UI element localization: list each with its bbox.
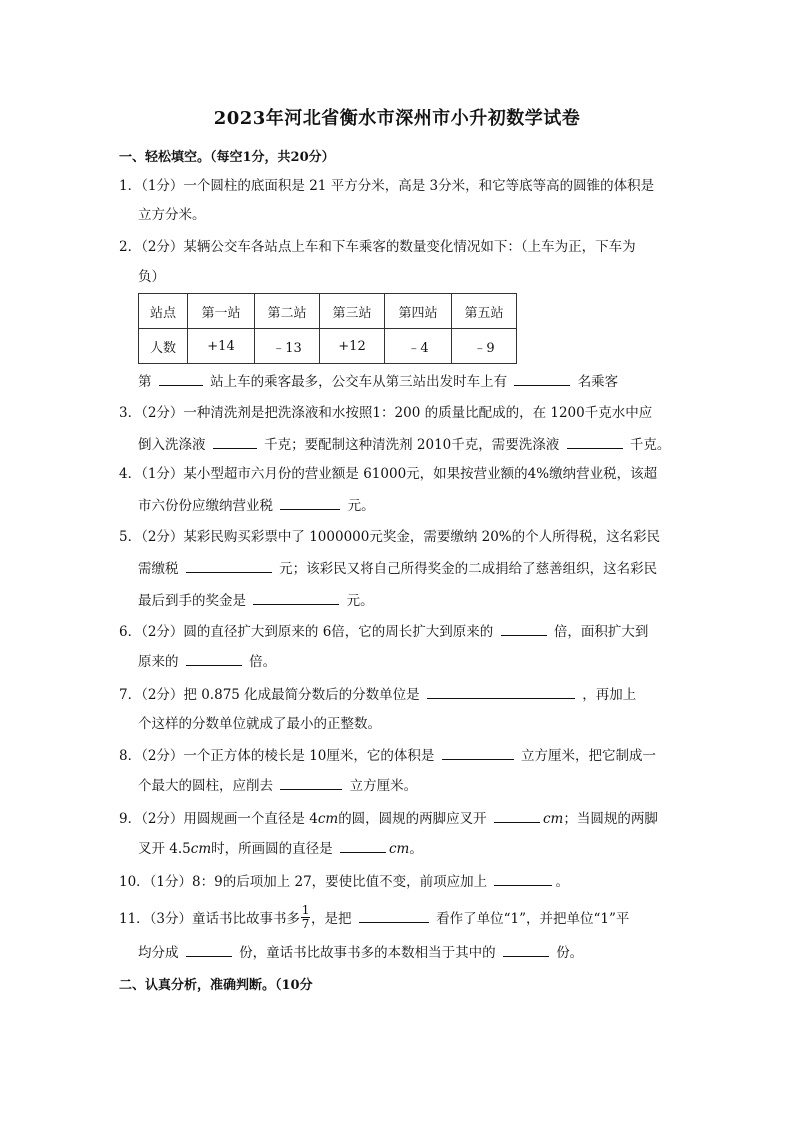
- answer-blank[interactable]: [280, 495, 340, 510]
- q4-line-2: [138, 495, 375, 516]
- q9-line-2: [138, 838, 423, 859]
- table-cell: 第一站: [188, 294, 255, 329]
- answer-blank[interactable]: [340, 838, 386, 853]
- q4-line-1: 4．（1分）某小型超市六月份的营业额是 61000元，如果按营业额的4%缴纳营业税，该超: [119, 466, 658, 482]
- q5-line-3: [138, 590, 374, 611]
- q5-line-1: 5．（2分）某彩民购买彩票中了 1000000元奖金，需要缴纳 20%的个人所得税，这名彩民: [119, 529, 661, 545]
- page-title: 2023年河北省衡水市深州市小升初数学试卷: [213, 108, 581, 129]
- answer-blank[interactable]: [159, 371, 203, 386]
- q10-line-1: [119, 871, 569, 892]
- q5-text: 元；该彩民又将自己所得奖金的二成捐给了慈善组织，这名彩民: [279, 561, 658, 577]
- table-cell: ﹣13: [255, 329, 320, 364]
- q6-line-2: [138, 651, 276, 672]
- q7-line-1: [119, 684, 636, 705]
- q5-text: 元。: [346, 593, 374, 609]
- answer-blank[interactable]: [442, 745, 514, 760]
- q6-text: 6．（2分）圆的直径扩大到原来的 6倍，它的周长扩大到原来的: [119, 624, 494, 640]
- q8-text: 个最大的圆柱，应削去: [138, 778, 273, 794]
- table-row: [139, 329, 517, 364]
- table-cell: ﹣4: [385, 329, 452, 364]
- answer-blank[interactable]: [213, 434, 257, 449]
- table-cell: 第三站: [320, 294, 385, 329]
- answer-blank[interactable]: [494, 871, 552, 886]
- answer-blank[interactable]: [501, 621, 547, 636]
- q1-line-1: 1．（1分）一个圆柱的底面积是 21 平方分米，高是 3分米，和它等底等高的圆锥的体积是: [119, 178, 655, 194]
- q8-line-1: [119, 745, 656, 766]
- q8-text: 立方厘米，把它制成一: [521, 748, 656, 764]
- q6-line-1: [119, 621, 648, 642]
- answer-blank[interactable]: [514, 371, 570, 386]
- q11-line-2: [138, 942, 583, 963]
- unit-cm: cm: [190, 841, 212, 857]
- section-2-heading: 二、认真分析，准确判断。（10分: [119, 978, 313, 993]
- q6-text: 原来的: [138, 654, 179, 670]
- q9-text: 时，所画圆的直径是: [211, 841, 333, 857]
- fraction-one-seventh: [301, 904, 310, 931]
- table-cell: ﹣9: [452, 329, 517, 364]
- answer-blank[interactable]: [567, 434, 623, 449]
- unit-cm: cm: [317, 811, 339, 827]
- q10-text: 10．（1分）8：9的后项加上 27，要使比值不变，前项应加上: [119, 874, 488, 890]
- q5-text: 需缴税: [138, 561, 179, 577]
- answer-blank[interactable]: [280, 775, 342, 790]
- q2-line-3: [138, 371, 618, 392]
- unit-cm: cm: [542, 811, 564, 827]
- q4-text: 元。: [347, 498, 375, 514]
- table-cell: +12: [320, 329, 385, 364]
- q7-text: ，再加上: [582, 687, 637, 703]
- q11-text: 11．（3分）童话书比故事书多: [119, 911, 301, 927]
- table-cell: 站点: [139, 294, 188, 329]
- q9-text: 叉开 4.5: [138, 841, 191, 857]
- table-cell: +14: [188, 329, 255, 364]
- answer-blank[interactable]: [186, 558, 272, 573]
- q9-text: 9．（2分）用圆规画一个直径是 4: [119, 811, 318, 827]
- q11-text: 份。: [556, 945, 584, 961]
- table-cell: 第四站: [385, 294, 452, 329]
- table-cell: 第二站: [255, 294, 320, 329]
- q2-text: 名乘客: [577, 374, 619, 390]
- q10-text: 。: [555, 874, 569, 890]
- q9-text: ；当圆规的两脚: [563, 811, 658, 827]
- q3-text: 倒入洗涤液: [138, 437, 206, 453]
- q9-line-1: [119, 808, 658, 829]
- table-cell: 第五站: [452, 294, 517, 329]
- answer-blank[interactable]: [503, 942, 549, 957]
- q8-text: 8．（2分）一个正方体的棱长是 10厘米，它的体积是: [119, 748, 435, 764]
- fraction-denominator: 7: [301, 917, 310, 931]
- table-cell: 人数: [139, 329, 188, 364]
- q8-text: 立方厘米。: [349, 778, 418, 794]
- answer-blank[interactable]: [186, 942, 232, 957]
- q11-text: ，是把: [311, 911, 352, 927]
- q6-text: 倍，面积扩大到: [553, 624, 649, 640]
- answer-blank[interactable]: [253, 590, 339, 605]
- answer-blank[interactable]: [186, 651, 242, 666]
- q2-text: 第: [138, 374, 152, 390]
- answer-blank[interactable]: [359, 908, 429, 923]
- q2-line-1: 2．（2分）某辆公交车各站点上车和下车乘客的数量变化情况如下：（上车为正，下车为: [119, 239, 636, 255]
- q5-text: 最后到手的奖金是: [138, 593, 246, 609]
- q7-text: 7．（2分）把 0.875 化成最简分数后的分数单位是: [119, 687, 420, 703]
- answer-blank[interactable]: [427, 684, 575, 699]
- q11-line-1: [119, 903, 630, 933]
- q2-line-2: 负）: [138, 269, 165, 285]
- q9-text: 。: [409, 841, 423, 857]
- q2-text: 站上车的乘客最多，公交车从第三站出发时车上有: [210, 374, 508, 390]
- q3-line-2: [138, 434, 670, 455]
- q11-text: 份，童话书比故事书多的本数相当于其中的: [239, 945, 496, 961]
- unit-cm: cm: [388, 841, 410, 857]
- q6-text: 倍。: [249, 654, 277, 670]
- q11-text: 看作了单位“1”，并把单位“1”平: [436, 911, 630, 927]
- q11-text: 均分成: [138, 945, 179, 961]
- table-header-row: [139, 294, 517, 329]
- q1-line-2: 立方分米。: [138, 207, 206, 223]
- fraction-numerator: 1: [301, 903, 310, 917]
- q4-text: 市六份份应缴纳营业税: [138, 498, 273, 514]
- q3-text: 千克。: [629, 437, 671, 453]
- q3-line-1: 3．（2分）一种清洗剂是把洗涤液和水按照1：200 的质量比配成的，在 1200千克水中应: [119, 405, 653, 421]
- answer-blank[interactable]: [494, 808, 540, 823]
- q5-line-2: [138, 558, 657, 579]
- section-1-heading: 一、轻松填空。（每空1分，共20分）: [119, 150, 335, 165]
- passenger-table: [138, 293, 517, 364]
- q9-text: 的圆，圆规的两脚应叉开: [338, 811, 487, 827]
- q8-line-2: [138, 775, 417, 796]
- q7-line-2: 个这样的分数单位就成了最小的正整数。: [138, 716, 381, 732]
- q3-text: 千克；要配制这种清洗剂 2010千克，需要洗涤液: [264, 437, 560, 453]
